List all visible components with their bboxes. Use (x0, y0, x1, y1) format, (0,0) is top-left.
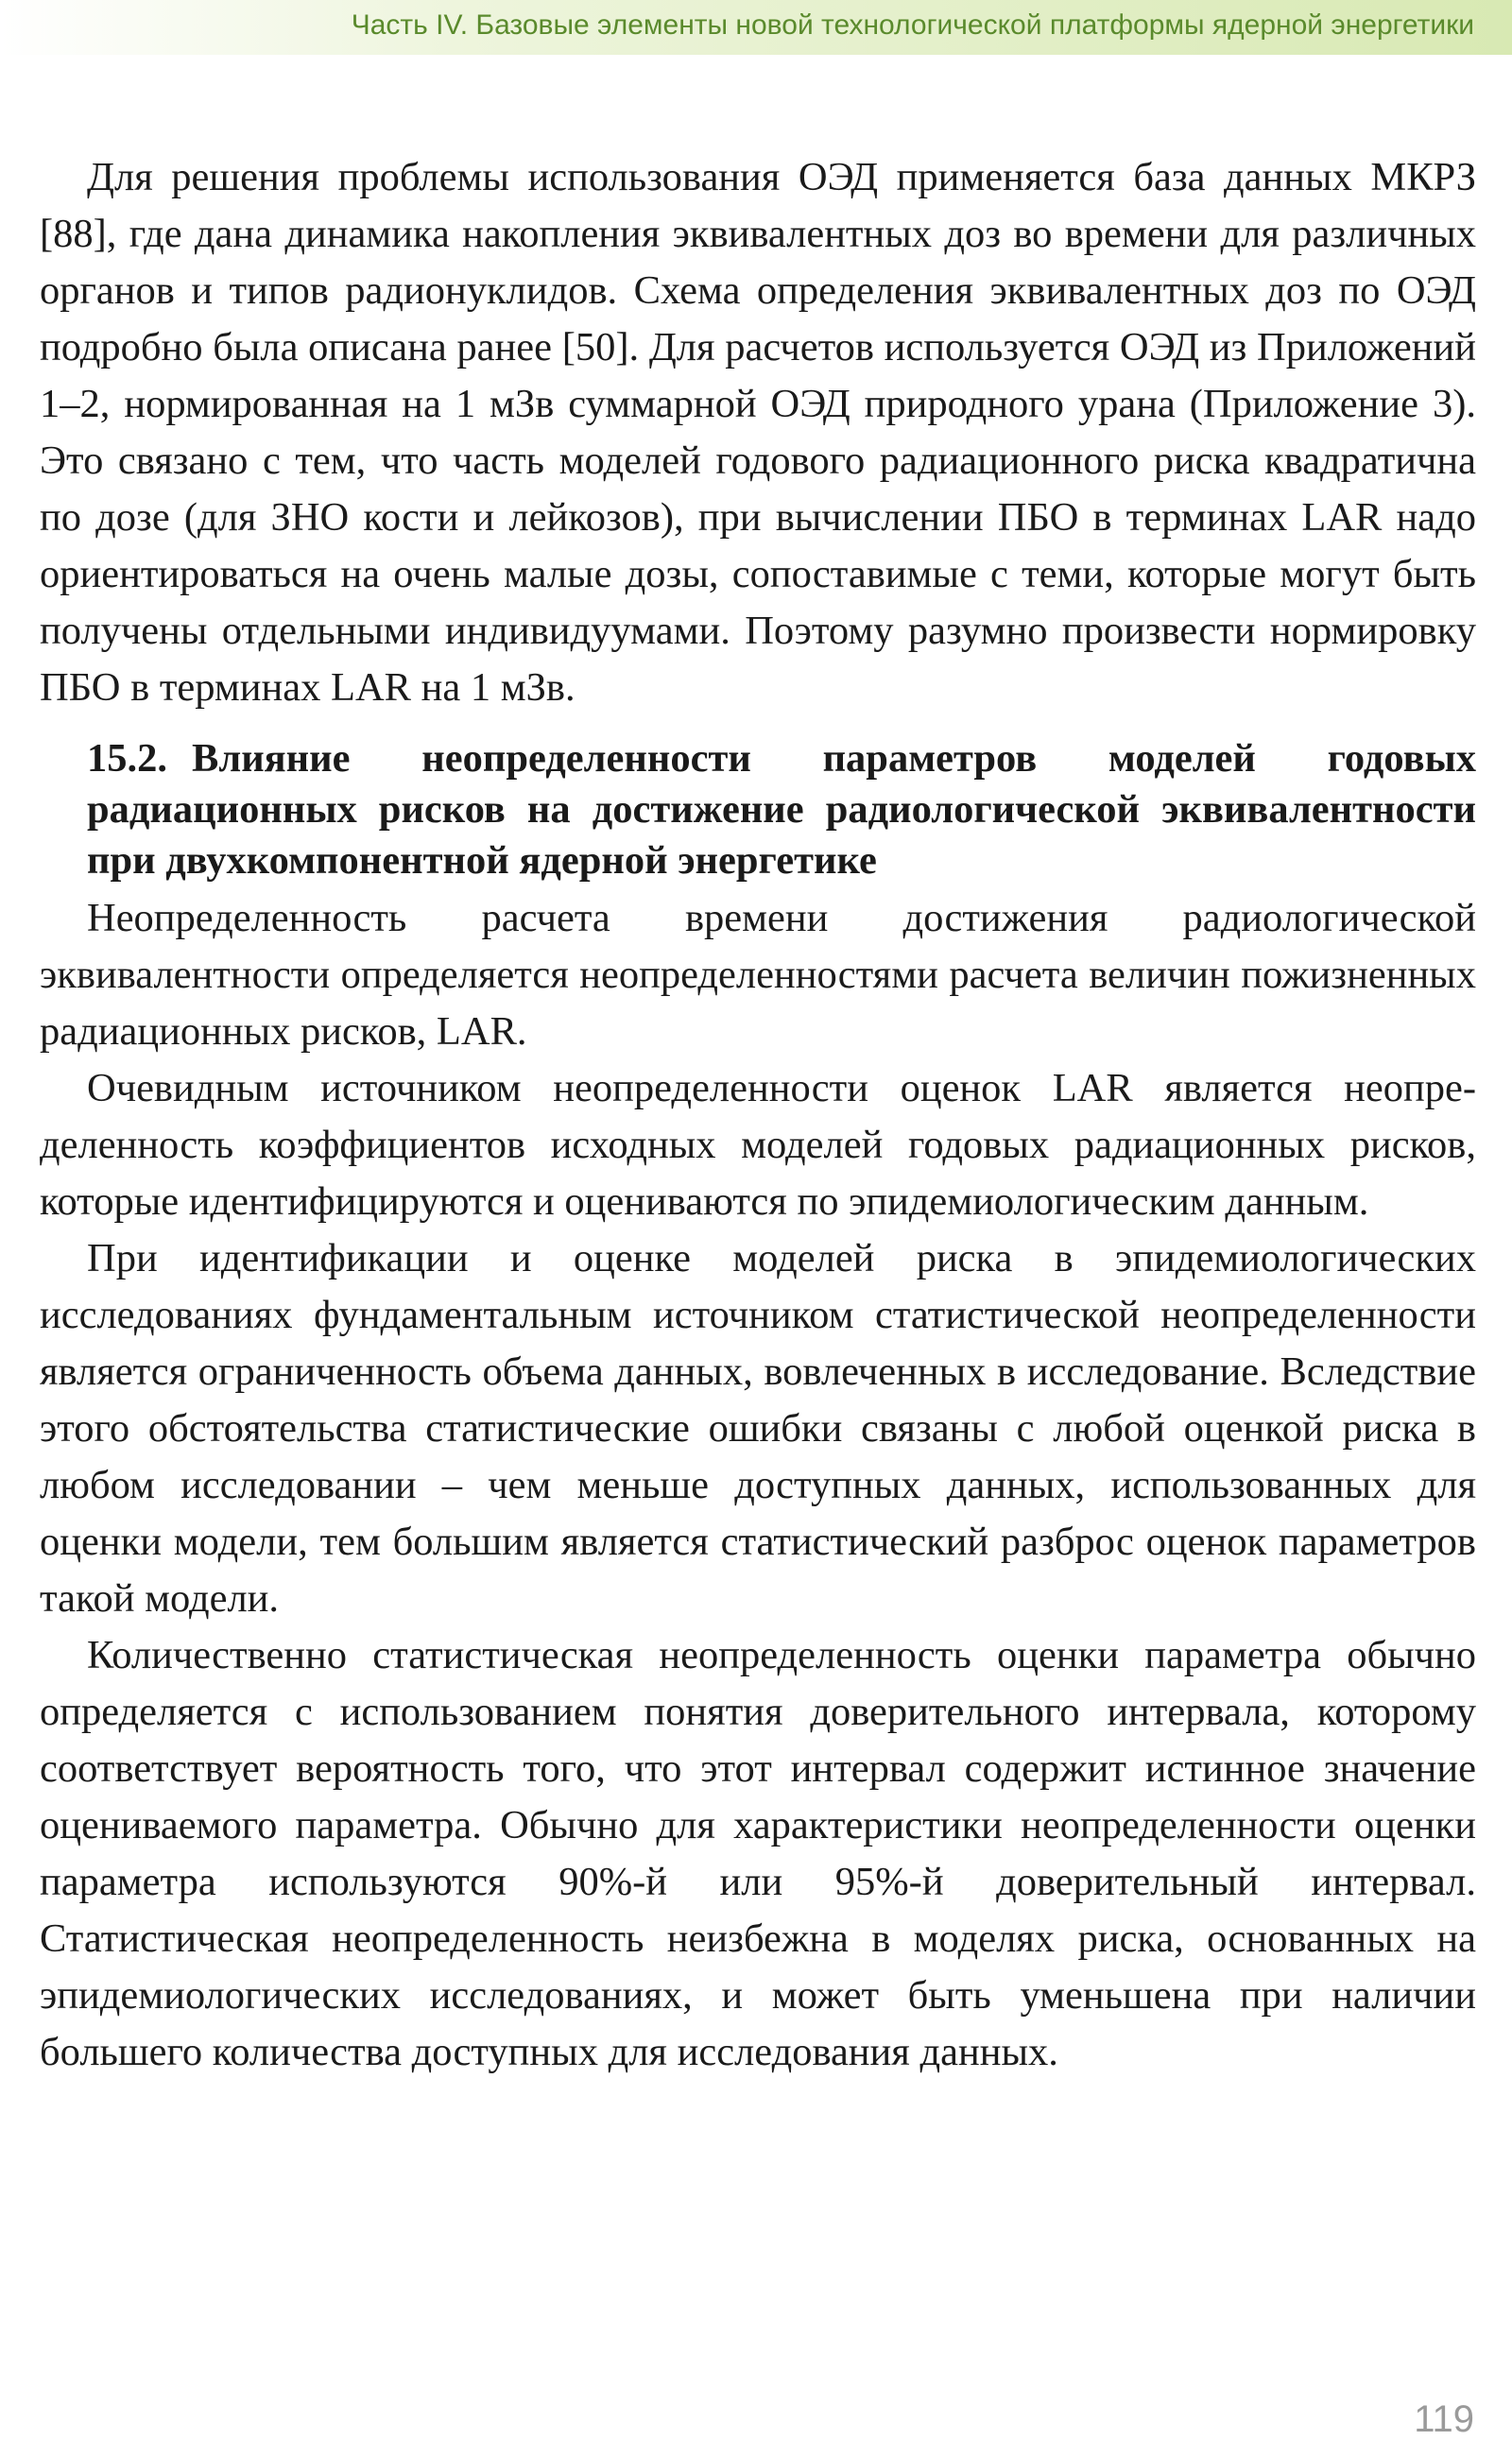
body-paragraph-4: При идентификации и оценке моделей риска в эпидемиологических исследованиях фундаментальным источником статистической неопределенности является ограниченность объема данных, вовлеченных в исследование. Вследствие этого обстоятельства статистические ошибки связаны с любой оценкой риска в любом исследовании – чем меньше доступных данных, использованных для оценки модели, тем большим является статистический разброс оценок параметров такой модели. (40, 1236, 1476, 1621)
section-number: 15.2. (87, 736, 167, 781)
page-body (40, 149, 1476, 2081)
body-paragraph-5: Количественно статистическая неопределенность оценки параметра обычно определяется с использованием понятия доверительного интервала, которому соответствует вероятность того, что этот интервал содержит истинное значение оцениваемого параметра. Обычно для характеристики неопределенности оценки параметра используются 90%-й или 95%-й доверительный интервал. Статистическая неопределенность неизбежна в моделях риска, основанных на эпидемиологических исследованиях, и может быть уменьшена при наличии большего количества доступных для исследования данных. (40, 1633, 1476, 2074)
running-header-title: Часть IV. Базовые элементы новой технологической платформы ядерной энергетики (351, 9, 1474, 41)
body-paragraph-2: Неопределенность расчета времени достижения радиологической эквивалентности определяется неопределенностями расчета величин пожизненных радиационных рисков, LAR. (40, 896, 1476, 1054)
body-paragraph-1: Для решения проблемы использования ОЭД применяется база данных МКРЗ [88], где дана динамика накопления эквивалентных доз во времени для различных органов и типов радионуклидов. Схема определения эквивалентных доз по ОЭД подробно была описана ранее [50]. Для расчетов используется ОЭД из Приложений 1–2, нормированная на 1 мЗв суммарной ОЭД природного урана (Приложение 3). Это связано с тем, что часть моделей годового радиационного риска квадратична по дозе (для ЗНО кости и лейкозов), при вычислении ПБО в терминах LAR надо ориентироваться на очень малые дозы, сопоставимые с теми, которые могут быть получены отдельными индивидуумами. Поэтому разумно произвести нормировку ПБО в терминах LAR на 1 мЗв. (40, 155, 1476, 710)
section-heading (40, 733, 1476, 886)
body-paragraph-3: Очевидным источником неопределенности оценок LAR является неопределенность коэффициентов исходных моделей годовых радиационных рисков, которые идентифицируются и оцениваются по эпидемиологическим данным. (40, 1066, 1476, 1224)
running-header (0, 0, 1512, 55)
section-title: Влияние неопределенности параметров моделей годовых радиационных рисков на достижение радиологической эквивалентности при двухкомпонентной ядерной энергетике (87, 736, 1476, 883)
page-number: 119 (1414, 2398, 1474, 2440)
